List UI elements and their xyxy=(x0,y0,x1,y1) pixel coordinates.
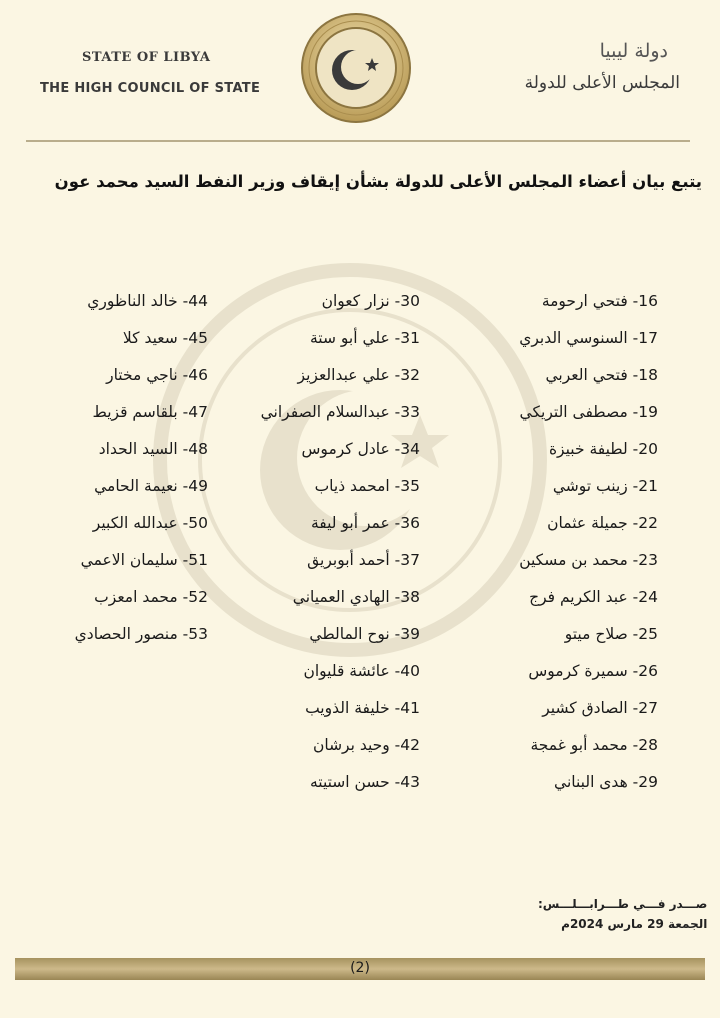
member-item: 28- محمد أبو غمجة xyxy=(530,736,658,754)
header-divider xyxy=(26,140,690,142)
member-item: 19- مصطفى التريكي xyxy=(519,403,658,421)
member-item: 29- هدى البناني xyxy=(554,773,658,791)
member-item: 26- سميرة كرموس xyxy=(528,662,658,680)
member-item: 37- أحمد أبوبريق xyxy=(307,551,420,569)
member-item: 49- نعيمة الحامي xyxy=(94,477,208,495)
member-item: 45- سعيد كلا xyxy=(122,329,208,347)
member-item: 22- جميلة عثمان xyxy=(547,514,658,532)
member-item: 32- علي عبدالعزيز xyxy=(297,366,420,384)
member-item: 36- عمر أبو ليفة xyxy=(310,514,420,532)
header-english-council: THE HIGH COUNCIL OF STATE xyxy=(40,81,261,96)
member-item: 52- محمد امعزب xyxy=(94,588,208,606)
member-item: 16- فتحي ارحومة xyxy=(541,292,658,310)
member-item: 42- وحيد برشان xyxy=(312,736,420,754)
page-number: (2) xyxy=(350,960,370,976)
member-item: 53- منصور الحصادي xyxy=(74,625,208,643)
member-item: 23- محمد بن مسكين xyxy=(519,551,658,569)
member-item: 24- عبد الكريم فرج xyxy=(529,588,658,606)
member-item: 48- السيد الحداد xyxy=(98,440,208,458)
member-item: 40- عائشة قليوان xyxy=(303,662,420,680)
issued-place: صـــدر فـــي طـــرابـــلـــس: xyxy=(538,897,708,911)
member-item: 47- بلقاسم قزيط xyxy=(92,403,208,421)
members-column-1 xyxy=(519,290,658,808)
member-item: 18- فتحي العربي xyxy=(545,366,658,384)
member-item: 51- سليمان الاعمي xyxy=(80,551,208,569)
footer-bar xyxy=(15,958,705,980)
member-item: 31- علي أبو ستة xyxy=(309,329,420,347)
header-english-state: STATE OF LIBYA xyxy=(82,50,211,65)
member-item: 38- الهادي العمياني xyxy=(292,588,420,606)
issued-date: الجمعة 29 مارس 2024م xyxy=(561,917,708,931)
member-item: 39- نوح المالطي xyxy=(309,625,420,643)
header-arabic-state: دولة ليبيا xyxy=(599,40,668,62)
member-item: 17- السنوسي الدبري xyxy=(519,329,658,347)
member-item: 44- خالد الناظوري xyxy=(87,292,208,310)
issued-block xyxy=(538,894,707,934)
member-item: 35- امحمد ذياب xyxy=(314,477,420,495)
member-item: 21- زينب توشي xyxy=(552,477,658,495)
member-item: 46- ناجي مختار xyxy=(106,366,208,384)
document-title: يتبع بيان أعضاء المجلس الأعلى للدولة بشأن إيقاف وزير النفط السيد محمد عون xyxy=(54,172,702,191)
member-item: 20- لطيفة خبيزة xyxy=(548,440,658,458)
state-seal-icon xyxy=(300,12,412,124)
member-item: 30- نزار كعوان xyxy=(321,292,420,310)
member-item: 27- الصادق كشير xyxy=(542,699,658,717)
member-item: 34- عادل كرموس xyxy=(301,440,420,458)
member-item: 43- حسن استيته xyxy=(309,773,420,791)
member-item: 33- عبدالسلام الصفراني xyxy=(260,403,420,421)
member-item: 50- عبدالله الكبير xyxy=(92,514,208,532)
header-arabic-council: المجلس الأعلى للدولة xyxy=(524,73,680,93)
members-column-2 xyxy=(261,290,420,808)
members-column-3 xyxy=(75,290,208,660)
member-item: 25- صلاح ميتو xyxy=(564,625,658,643)
member-item: 41- خليفة الذويب xyxy=(305,699,420,717)
